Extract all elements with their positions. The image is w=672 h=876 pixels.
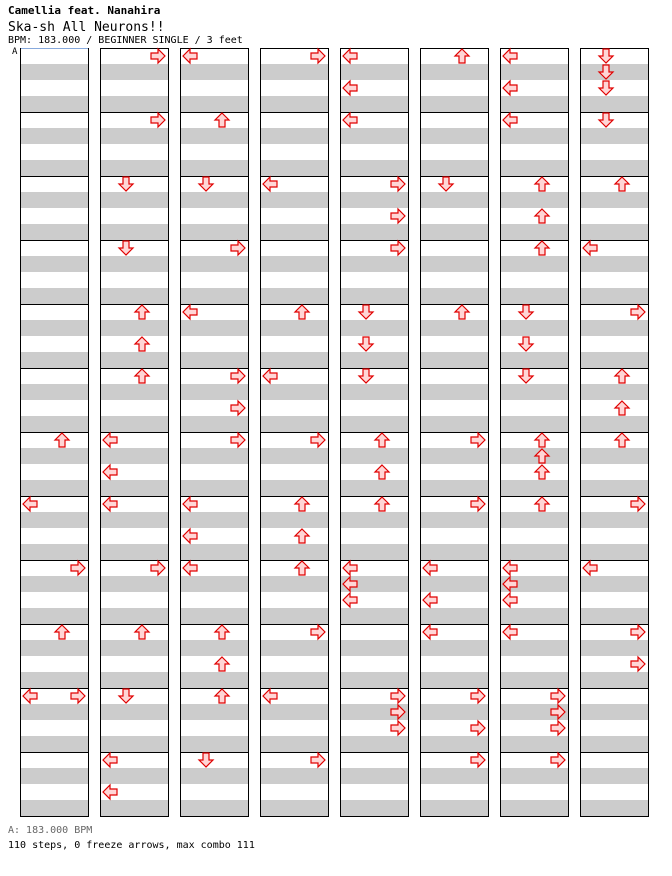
beat-stripe [20, 704, 88, 720]
chart-info: BPM: 183.000 / BEGINNER SINGLE / 3 feet [8, 35, 243, 46]
beat-stripe [260, 672, 328, 688]
beat-stripe [180, 512, 248, 528]
beat-stripe [180, 544, 248, 560]
beat-stripe [180, 320, 248, 336]
beat-stripe [260, 512, 328, 528]
arrow-up-icon [215, 113, 229, 127]
beat-stripe [100, 704, 168, 720]
arrow-up-icon [375, 433, 389, 447]
beat-stripe [100, 192, 168, 208]
arrow-down-icon [199, 177, 213, 191]
beat-stripe [340, 384, 408, 400]
arrow-right-icon [471, 497, 485, 511]
beat-stripe [340, 736, 408, 752]
arrow-down-icon [599, 81, 613, 95]
beat-stripe [260, 160, 328, 176]
arrow-right-icon [391, 241, 405, 255]
beat-stripe [20, 768, 88, 784]
beat-stripe [500, 96, 568, 112]
beat-stripe [580, 160, 648, 176]
beat-stripe [260, 704, 328, 720]
beat-stripe [580, 128, 648, 144]
beat-stripe [180, 256, 248, 272]
arrow-left-icon [263, 369, 277, 383]
beat-stripe [580, 576, 648, 592]
beat-stripe [260, 192, 328, 208]
beat-stripe [20, 480, 88, 496]
beat-stripe [20, 672, 88, 688]
beat-stripe [420, 512, 488, 528]
beat-stripe [340, 64, 408, 80]
arrow-right-icon [231, 433, 245, 447]
arrow-up-icon [535, 209, 549, 223]
song-artist: Camellia feat. Nanahira [8, 4, 161, 17]
beat-stripe [500, 288, 568, 304]
beat-stripe [260, 608, 328, 624]
beat-stripe [20, 128, 88, 144]
arrow-right-icon [231, 369, 245, 383]
beat-stripe [500, 352, 568, 368]
beat-stripe [260, 448, 328, 464]
beat-stripe [500, 416, 568, 432]
beat-stripe [260, 224, 328, 240]
beat-stripe [100, 608, 168, 624]
arrow-up-icon [295, 561, 309, 575]
arrow-right-icon [231, 241, 245, 255]
beat-stripe [420, 160, 488, 176]
arrow-up-icon [55, 433, 69, 447]
arrow-down-icon [119, 241, 133, 255]
beat-stripe [420, 544, 488, 560]
beat-stripe [20, 448, 88, 464]
beat-stripe [580, 320, 648, 336]
beat-stripe [260, 416, 328, 432]
arrow-right-icon [391, 177, 405, 191]
arrow-right-icon [631, 497, 645, 511]
arrow-right-icon [311, 433, 325, 447]
arrow-up-icon [535, 497, 549, 511]
arrow-left-icon [183, 305, 197, 319]
beat-stripe [100, 352, 168, 368]
beat-stripe [180, 96, 248, 112]
beat-stripe [420, 480, 488, 496]
beat-stripe [580, 512, 648, 528]
beat-stripe [260, 384, 328, 400]
beat-stripe [500, 256, 568, 272]
beat-stripe [340, 128, 408, 144]
beat-stripe [340, 672, 408, 688]
arrow-right-icon [391, 721, 405, 735]
beat-stripe [340, 192, 408, 208]
arrow-left-icon [23, 689, 37, 703]
arrow-right-icon [151, 561, 165, 575]
beat-stripe [20, 640, 88, 656]
beat-stripe [100, 672, 168, 688]
beat-stripe [500, 512, 568, 528]
beat-stripe [260, 96, 328, 112]
arrow-up-icon [615, 177, 629, 191]
beat-stripe [420, 704, 488, 720]
beat-stripe [580, 224, 648, 240]
beat-stripe [580, 384, 648, 400]
beat-stripe [500, 224, 568, 240]
beat-stripe [420, 320, 488, 336]
beat-stripe [260, 736, 328, 752]
beat-stripe [420, 416, 488, 432]
beat-stripe [420, 640, 488, 656]
arrow-left-icon [183, 497, 197, 511]
beat-stripe [260, 128, 328, 144]
beat-stripe [180, 640, 248, 656]
beat-stripe [420, 672, 488, 688]
arrow-left-icon [343, 113, 357, 127]
arrow-down-icon [119, 689, 133, 703]
beat-stripe [20, 64, 88, 80]
arrow-left-icon [263, 177, 277, 191]
beat-stripe [260, 288, 328, 304]
arrow-up-icon [135, 369, 149, 383]
arrow-right-icon [311, 49, 325, 63]
beat-stripe [100, 256, 168, 272]
beat-stripe [500, 608, 568, 624]
arrow-right-icon [551, 689, 565, 703]
arrow-down-icon [599, 49, 613, 63]
beat-stripe [180, 64, 248, 80]
beat-stripe [420, 768, 488, 784]
arrow-left-icon [503, 625, 517, 639]
arrow-left-icon [103, 465, 117, 479]
beat-stripe [180, 736, 248, 752]
beat-stripe [100, 480, 168, 496]
beat-stripe [180, 768, 248, 784]
beat-stripe [180, 672, 248, 688]
arrow-right-icon [551, 721, 565, 735]
arrow-up-icon [535, 177, 549, 191]
beat-stripe [340, 608, 408, 624]
beat-stripe [340, 320, 408, 336]
beat-stripe [100, 160, 168, 176]
beat-stripe [180, 224, 248, 240]
arrow-right-icon [311, 753, 325, 767]
beat-stripe [580, 96, 648, 112]
beat-stripe [580, 352, 648, 368]
beat-stripe [580, 288, 648, 304]
beat-stripe [20, 256, 88, 272]
beat-stripe [420, 352, 488, 368]
beat-stripe [340, 416, 408, 432]
beat-stripe [260, 64, 328, 80]
arrow-left-icon [343, 81, 357, 95]
arrow-down-icon [119, 177, 133, 191]
beat-stripe [580, 64, 648, 80]
arrow-left-icon [343, 49, 357, 63]
beat-stripe [420, 576, 488, 592]
arrow-right-icon [471, 753, 485, 767]
beat-stripe [100, 640, 168, 656]
beat-stripe [100, 224, 168, 240]
arrow-left-icon [423, 625, 437, 639]
beat-stripe [100, 448, 168, 464]
beat-stripe [100, 768, 168, 784]
beat-stripe [580, 608, 648, 624]
arrow-down-icon [519, 305, 533, 319]
beat-stripe [420, 448, 488, 464]
arrow-down-icon [359, 369, 373, 383]
beat-stripe [420, 96, 488, 112]
beat-stripe [420, 384, 488, 400]
arrow-up-icon [55, 625, 69, 639]
beat-stripe [20, 160, 88, 176]
beat-stripe [260, 800, 328, 816]
beat-stripe [340, 160, 408, 176]
arrow-down-icon [599, 113, 613, 127]
arrow-right-icon [631, 305, 645, 319]
arrow-left-icon [583, 241, 597, 255]
step-stats: 110 steps, 0 freeze arrows, max combo 111 [8, 840, 255, 851]
beat-stripe [100, 96, 168, 112]
beat-stripe [580, 640, 648, 656]
beat-stripe [20, 416, 88, 432]
beat-stripe [100, 384, 168, 400]
beat-stripe [340, 544, 408, 560]
beat-stripe [100, 64, 168, 80]
arrow-left-icon [503, 593, 517, 607]
arrow-down-icon [199, 753, 213, 767]
beat-stripe [20, 96, 88, 112]
beat-stripe [180, 416, 248, 432]
beat-stripe [180, 384, 248, 400]
beat-stripe [100, 800, 168, 816]
beat-stripe [180, 160, 248, 176]
beat-stripe [100, 736, 168, 752]
beat-stripe [420, 288, 488, 304]
beat-stripe [340, 640, 408, 656]
beat-stripe [420, 608, 488, 624]
arrow-up-icon [135, 305, 149, 319]
beat-stripe [500, 800, 568, 816]
beat-stripe [500, 320, 568, 336]
arrow-up-icon [215, 657, 229, 671]
arrow-right-icon [151, 49, 165, 63]
arrow-left-icon [343, 593, 357, 607]
beat-stripe [20, 576, 88, 592]
beat-stripe [500, 448, 568, 464]
beat-stripe [20, 800, 88, 816]
beat-stripe [580, 768, 648, 784]
arrow-up-icon [535, 465, 549, 479]
arrow-right-icon [551, 753, 565, 767]
arrow-left-icon [583, 561, 597, 575]
arrow-left-icon [263, 689, 277, 703]
arrow-up-icon [615, 369, 629, 383]
beat-stripe [420, 800, 488, 816]
beat-stripe [180, 128, 248, 144]
beat-stripe [420, 128, 488, 144]
song-title: Ska-sh All Neurons!! [8, 20, 165, 35]
arrow-left-icon [343, 561, 357, 575]
beat-stripe [580, 416, 648, 432]
arrow-left-icon [103, 753, 117, 767]
beat-stripe [20, 224, 88, 240]
arrow-right-icon [391, 689, 405, 703]
beat-stripe [100, 288, 168, 304]
beat-stripe [340, 288, 408, 304]
beat-stripe [340, 352, 408, 368]
beat-stripe [580, 544, 648, 560]
bpm-marker: A [12, 47, 18, 57]
beat-stripe [420, 736, 488, 752]
beat-stripe [20, 192, 88, 208]
arrow-up-icon [535, 241, 549, 255]
arrow-up-icon [535, 433, 549, 447]
beat-stripe [180, 288, 248, 304]
beat-stripe [100, 416, 168, 432]
arrow-right-icon [231, 401, 245, 415]
beat-stripe [580, 736, 648, 752]
beat-stripe [500, 672, 568, 688]
beat-stripe [340, 224, 408, 240]
arrow-up-icon [295, 497, 309, 511]
arrow-up-icon [215, 689, 229, 703]
beat-stripe [500, 384, 568, 400]
beat-stripe [100, 320, 168, 336]
arrow-left-icon [103, 497, 117, 511]
arrow-left-icon [23, 497, 37, 511]
arrow-right-icon [71, 689, 85, 703]
arrow-right-icon [311, 625, 325, 639]
beat-stripe [500, 544, 568, 560]
beat-stripe [340, 448, 408, 464]
arrow-left-icon [503, 49, 517, 63]
arrow-left-icon [423, 593, 437, 607]
arrow-down-icon [439, 177, 453, 191]
beat-stripe [500, 128, 568, 144]
beat-stripe [180, 800, 248, 816]
beat-stripe [20, 320, 88, 336]
beat-stripe [580, 672, 648, 688]
arrow-left-icon [183, 529, 197, 543]
beat-stripe [500, 480, 568, 496]
arrow-left-icon [423, 561, 437, 575]
beat-stripe [580, 192, 648, 208]
arrow-up-icon [295, 529, 309, 543]
beat-stripe [180, 352, 248, 368]
beat-stripe [340, 96, 408, 112]
beat-stripe [100, 544, 168, 560]
arrow-left-icon [183, 49, 197, 63]
arrow-right-icon [71, 561, 85, 575]
beat-stripe [180, 480, 248, 496]
beat-stripe [260, 768, 328, 784]
arrow-up-icon [375, 465, 389, 479]
beat-stripe [500, 768, 568, 784]
beat-stripe [500, 640, 568, 656]
arrow-right-icon [471, 433, 485, 447]
arrow-up-icon [455, 305, 469, 319]
bpm-legend: A: 183.000 BPM [8, 825, 93, 836]
arrow-right-icon [631, 625, 645, 639]
beat-stripe [260, 320, 328, 336]
arrow-left-icon [183, 561, 197, 575]
beat-stripe [340, 768, 408, 784]
arrow-up-icon [295, 305, 309, 319]
beat-stripe [20, 544, 88, 560]
beat-stripe [340, 800, 408, 816]
beat-stripe [100, 128, 168, 144]
beat-stripe [260, 480, 328, 496]
beat-stripe [180, 576, 248, 592]
arrow-left-icon [103, 433, 117, 447]
arrow-right-icon [391, 209, 405, 223]
beat-stripe [420, 64, 488, 80]
beat-stripe [500, 160, 568, 176]
arrow-right-icon [631, 657, 645, 671]
arrow-up-icon [135, 625, 149, 639]
arrow-right-icon [151, 113, 165, 127]
arrow-left-icon [503, 561, 517, 575]
beat-stripe [260, 544, 328, 560]
beat-stripe [20, 736, 88, 752]
arrow-left-icon [103, 785, 117, 799]
beat-stripe [180, 608, 248, 624]
beat-stripe [420, 256, 488, 272]
beat-stripe [20, 352, 88, 368]
beat-stripe [340, 256, 408, 272]
beat-stripe [20, 512, 88, 528]
arrow-up-icon [215, 625, 229, 639]
beat-stripe [420, 224, 488, 240]
beat-stripe [340, 512, 408, 528]
arrow-right-icon [471, 689, 485, 703]
beat-stripe [580, 800, 648, 816]
beat-stripe [340, 480, 408, 496]
arrow-down-icon [359, 337, 373, 351]
arrow-down-icon [519, 337, 533, 351]
beat-stripe [20, 608, 88, 624]
beat-stripe [100, 576, 168, 592]
beat-stripe [500, 64, 568, 80]
beat-stripe [260, 256, 328, 272]
beat-stripe [260, 576, 328, 592]
beat-stripe [260, 640, 328, 656]
beat-stripe [580, 256, 648, 272]
arrow-left-icon [503, 81, 517, 95]
arrow-right-icon [471, 721, 485, 735]
arrow-up-icon [455, 49, 469, 63]
arrow-down-icon [359, 305, 373, 319]
beat-stripe [500, 192, 568, 208]
beat-stripe [260, 352, 328, 368]
arrow-left-icon [503, 113, 517, 127]
arrow-up-icon [615, 433, 629, 447]
beat-stripe [180, 704, 248, 720]
beat-stripe [580, 448, 648, 464]
beat-stripe [580, 480, 648, 496]
beat-stripe [500, 736, 568, 752]
arrow-up-icon [615, 401, 629, 415]
beat-stripe [20, 288, 88, 304]
arrow-up-icon [375, 497, 389, 511]
arrow-up-icon [135, 337, 149, 351]
beat-stripe [180, 448, 248, 464]
beat-stripe [20, 384, 88, 400]
arrow-down-icon [519, 369, 533, 383]
beat-stripe [100, 512, 168, 528]
beat-stripe [420, 192, 488, 208]
beat-stripe [580, 704, 648, 720]
beat-stripe [180, 192, 248, 208]
